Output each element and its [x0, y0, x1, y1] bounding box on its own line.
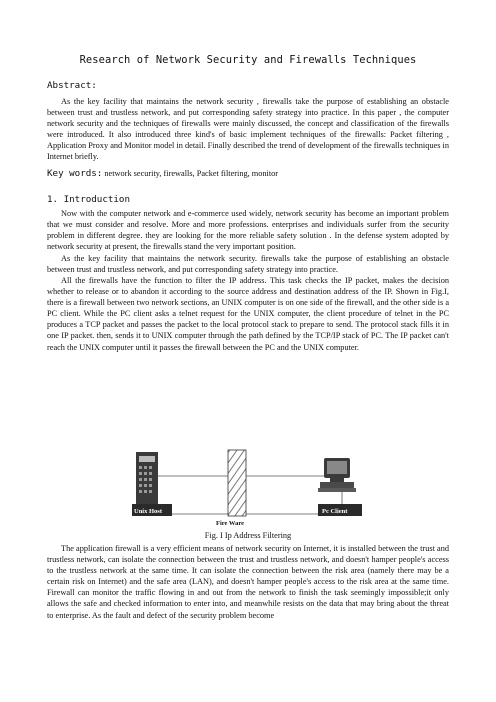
- keywords-line: [47, 168, 278, 179]
- abstract-label: Abstract:: [47, 80, 97, 91]
- paper-title: Research of Network Security and Firewalls Techniques: [79, 54, 417, 66]
- keywords-label: Key words:: [47, 168, 103, 179]
- pc-client-label: Pc Client: [322, 508, 348, 515]
- paragraph-after-figure: The application firewall is a very efficient means of network security on Internet, it is installed between the trust and trustless network, can isolate the connection between the trust and trustless network, and doesn't hamper people's access to the trustless network at the same time. It can isolate the connection between the risk area (namely there may be a certain risk on Internet) and the safe area (LAN), and doesn't hamper people's access to the risk area at the same time. Firewall can monitor the traffic flowing in and out from the network to finish the task seemingly impossible;it only allows the safe and checked information to enter into, and meanwhile resists on the data that may bring about the threat to enterprise. As the fault and defect of the security problem become: [47, 544, 449, 620]
- keywords-text: network security, firewalls, Packet filtering, monitor: [102, 169, 279, 178]
- ip-filtering-figure: [128, 448, 368, 528]
- section-heading-introduction: 1. Introduction: [47, 194, 130, 205]
- firewall-label: Fire Ware: [216, 520, 244, 527]
- unix-host-icon: [132, 452, 172, 516]
- intro-paragraph-2: As the key facility that maintains the network security. firewalls take the purpose of establishing an obstacle between trust and trustless network, and put corresponding safety strategy into practice.: [47, 254, 449, 275]
- intro-paragraph-3: All the firewalls have the function to filter the IP address. This task checks the IP packet, makes the decision whether to release or to abandon it according to the source address and destination address of the IP. Shown in Fig.I, there is a firewall between two network sections, an UNIX computer is on one side of the firewall, and the other side is a PC client. While the PC client asks a telnet request for the UNIX computer, the client procedure of telnet in the PC produces a TCP packet and passes the packet to the local protocol stack to prepare to send. The protocol stack fills it in one IP packet. then, sends it to UNIX computer through the path defined by the TCP/IP stack of PC. The IP packet can't reach the UNIX computer until it passes the firewall between the PC and the UNIX computer.: [47, 276, 449, 352]
- unix-host-label: Unix Host: [134, 508, 162, 515]
- firewall-icon: [228, 450, 246, 516]
- figure-caption: Fig. I Ip Address Filtering: [204, 531, 292, 540]
- abstract-text: As the key facility that maintains the network security , firewalls take the purpose of establishing an obstacle between trust and trustless network, and put corresponding safety strategy into practice. In this paper , the computer network security and the techniques of firewalls were mainly discussed, the concept and classification of the firewalls were introduced. It also introduced three kind's of basic implement techniques of the firewalls: Packet filtering , Application Proxy and Monitor model in detail. Finally described the trend of development of the firewalls techniques in Internet briefly.: [47, 97, 449, 162]
- intro-paragraph-1: Now with the computer network and e-commerce used widely, network security has become an important problem that we must consider and resolve. More and more professions. enterprises and individuals surfer from the security problem in different degree. they are looking for the more reliable safety solution . In the defense system adopted by network security at present, the firewalls stand the very important position.: [47, 209, 449, 252]
